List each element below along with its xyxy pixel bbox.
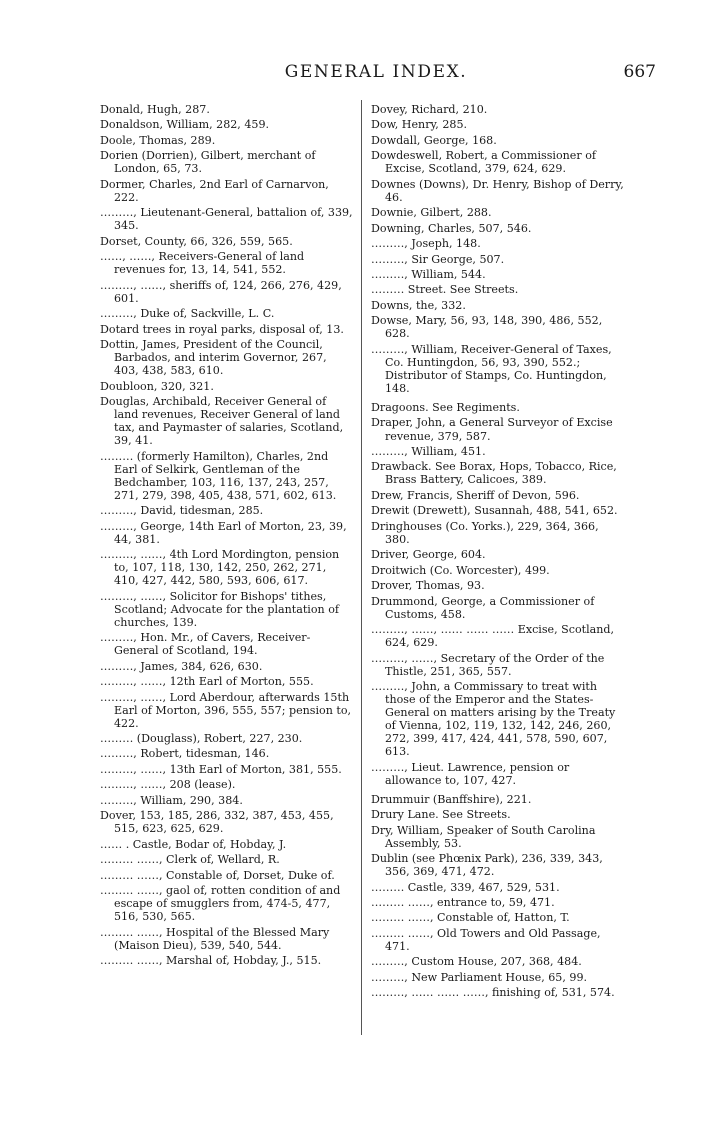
index-entry: Drewit (Drewett), Susannah, 488, 541, 652. [371, 504, 618, 518]
index-entry: ……… Street. See Streets. [371, 283, 519, 297]
index-entry: Dowse, Mary, 56, 93, 148, 390, 486, 552, 628. [371, 314, 603, 341]
index-entry: ………, James, 384, 626, 630. [100, 659, 263, 673]
index-entry: ………, Custom House, 207, 368, 484. [371, 955, 582, 969]
index-entry: ……… ……, Clerk of, Wellard, R. [100, 853, 280, 867]
index-entry: Drawback. See Borax, Hops, Tobacco, Rice, Brass Battery, Calicoes, 389. [371, 460, 617, 487]
index-entry: ………, William, Receiver-General of Taxes, Co. Huntingdon, 56, 93, 390, 552.; Distributor of Stamps, Co. Huntingdon, 148. [371, 342, 612, 395]
index-entry: Dublin (see Phœnix Park), 236, 339, 343, 356, 369, 471, 472. [371, 852, 603, 879]
index-entry: ………, ……, 13th Earl of Morton, 381, 555. [100, 762, 342, 776]
index-entry: …… . Castle, Bodar of, Hobday, J. [100, 837, 287, 851]
page-header [96, 62, 656, 84]
index-entry: ……… ……, Constable of, Dorset, Duke of. [100, 868, 335, 882]
index-entry: ……… (formerly Hamilton), Charles, 2nd Earl of Selkirk, Gentleman of the Bedchamber, 103, 116, 137, 243, 257, 271, 279, 398, 405, 438, 571, 602, 613. [100, 449, 337, 502]
index-entry: ………, ……, 208 (lease). [100, 778, 236, 792]
index-entry: ………, William, 451. [371, 444, 486, 458]
index-entry: Dovey, Richard, 210. [371, 103, 488, 116]
index-entry: ……… Castle, 339, 467, 529, 531. [371, 880, 560, 894]
index-entry: Douglas, Archibald, Receiver General of land revenues, Receiver General of land tax, and Paymaster of salaries, Scotland, 39, 41. [100, 395, 344, 448]
index-entry: ……… (Douglass), Robert, 227, 230. [100, 732, 303, 746]
index-entry: ……… ……, Constable of, Hatton, T. [371, 911, 570, 925]
index-entry: ……… ……, Hospital of the Blessed Mary (Maison Dieu), 539, 540, 544. [100, 925, 330, 952]
index-entry: ……… ……, gaol of, rotten condition of and escape of smugglers from, 474-5, 477, 516, 530, 565. [100, 884, 341, 924]
index-entry: Dowdeswell, Robert, a Commissioner of Excise, Scotland, 379, 624, 629. [371, 149, 596, 176]
index-entry: Donald, Hugh, 287. [100, 103, 210, 116]
index-entry: ………, William, 290, 384. [100, 793, 243, 807]
index-entry: ………, ……, Lord Aberdour, afterwards 15th Earl of Morton, 396, 555, 557; pension to, 422. [100, 690, 352, 730]
page-number: 667 [623, 62, 656, 82]
index-entry: ……… ……, Marshal of, Hobday, J., 515. [100, 954, 322, 968]
index-entry: ………, Lieut. Lawrence, pension or allowance to, 107, 427. [371, 760, 570, 787]
index-entry: ………, ……, sheriffs of, 124, 266, 276, 429, 601. [100, 278, 342, 305]
index-entry: ……, ……, Receivers-General of land revenues for, 13, 14, 541, 552. [100, 250, 305, 277]
index-entry: ………, William, 544. [371, 268, 486, 282]
index-entry: Drummond, George, a Commissioner of Customs, 458. [371, 594, 595, 621]
index-entry: Doole, Thomas, 289. [100, 133, 216, 147]
index-entry: Downie, Gilbert, 288. [371, 206, 492, 220]
index-entry: Droitwich (Co. Worcester), 499. [371, 563, 550, 577]
index-entry: Dorien (Dorrien), Gilbert, merchant of London, 65, 73. [100, 149, 316, 176]
index-entry: ……… ……, Old Towers and Old Passage, 471. [371, 926, 601, 953]
index-entry: ………, …… …… ……, finishing of, 531, 574. [371, 986, 615, 1000]
index-entry: Driver, George, 604. [371, 548, 486, 562]
running-title: GENERAL INDEX. [284, 62, 468, 82]
index-entry: Dottin, James, President of the Council, Barbados, and interim Governor, 267, 403, 438, 583, 610. [100, 338, 327, 378]
index-entry: ………, George, 14th Earl of Morton, 23, 39, 44, 381. [100, 519, 347, 546]
index-entry: Downing, Charles, 507, 546. [371, 221, 532, 235]
index-entry: Dormer, Charles, 2nd Earl of Carnarvon, 222. [100, 177, 329, 204]
index-entry: Doubloon, 320, 321. [100, 379, 214, 393]
index-entry: ………, John, a Commissary to treat with those of the Emperor and the States-General on matters arising by the Treaty of Vienna, 102, 119, 132, 142, 246, 260, 272, 399, 417, 424, 441, 578, 590, 607, 613. [371, 679, 616, 759]
index-entry: Dotard trees in royal parks, disposal of, 13. [100, 322, 344, 336]
index-entry: Dry, William, Speaker of South Carolina Assembly, 53. [371, 823, 596, 850]
index-entry: Downs, the, 332. [371, 298, 466, 312]
index-entry: ………, Duke of, Sackville, L. C. [100, 307, 275, 321]
index-entry: Draper, John, a General Surveyor of Excise revenue, 379, 587. [371, 416, 613, 443]
index-entry: ……… ……, entrance to, 59, 471. [371, 896, 555, 910]
index-entry: ………, New Parliament House, 65, 99. [371, 970, 588, 984]
index-entry: ………, Lieutenant-General, battalion of, 339, 345. [100, 206, 353, 233]
index-entry: Dow, Henry, 285. [371, 118, 468, 132]
index-entry: ………, ……, …… …… …… Excise, Scotland, 624, 629. [371, 623, 615, 650]
index-entry: ………, Robert, tidesman, 146. [100, 747, 270, 761]
index-entry: ………, Joseph, 148. [371, 237, 481, 251]
index-entry: Drover, Thomas, 93. [371, 579, 485, 593]
index-entry: ………, ……, Secretary of the Order of the Thistle, 251, 365, 557. [371, 651, 605, 678]
index-entry: Dowdall, George, 168. [371, 133, 497, 147]
index-entry: Drummuir (Banffshire), 221. [371, 792, 532, 806]
index-entry: Drury Lane. See Streets. [371, 808, 511, 822]
column-divider [361, 100, 362, 1035]
left-column [100, 103, 354, 969]
index-entry: Downes (Downs), Dr. Henry, Bishop of Derry, 46. [371, 177, 624, 204]
index-entry: ………, ……, 4th Lord Mordington, pension to, 107, 118, 130, 142, 250, 262, 271, 410, 427, 442, 580, 593, 606, 617. [100, 548, 340, 588]
index-entry: Dorset, County, 66, 326, 559, 565. [100, 234, 293, 248]
index-entry: Dringhouses (Co. Yorks.), 229, 364, 366, 380. [371, 519, 599, 546]
index-entry: ………, ……, 12th Earl of Morton, 555. [100, 675, 314, 689]
index-entry: Dragoons. See Regiments. [371, 401, 520, 415]
index-entry: ………, Hon. Mr., of Cavers, Receiver-General of Scotland, 194. [100, 631, 311, 658]
index-entry: ………, ……, Solicitor for Bishops' tithes, Scotland; Advocate for the plantation of churches, 139. [100, 589, 339, 629]
right-column [371, 103, 625, 1002]
index-entry: ………, Sir George, 507. [371, 252, 505, 266]
index-entry: Drew, Francis, Sheriff of Devon, 596. [371, 488, 580, 502]
index-entry: ………, David, tidesman, 285. [100, 504, 264, 518]
index-entry: Donaldson, William, 282, 459. [100, 118, 270, 132]
index-entry: Dover, 153, 185, 286, 332, 387, 453, 455, 515, 623, 625, 629. [100, 809, 334, 836]
